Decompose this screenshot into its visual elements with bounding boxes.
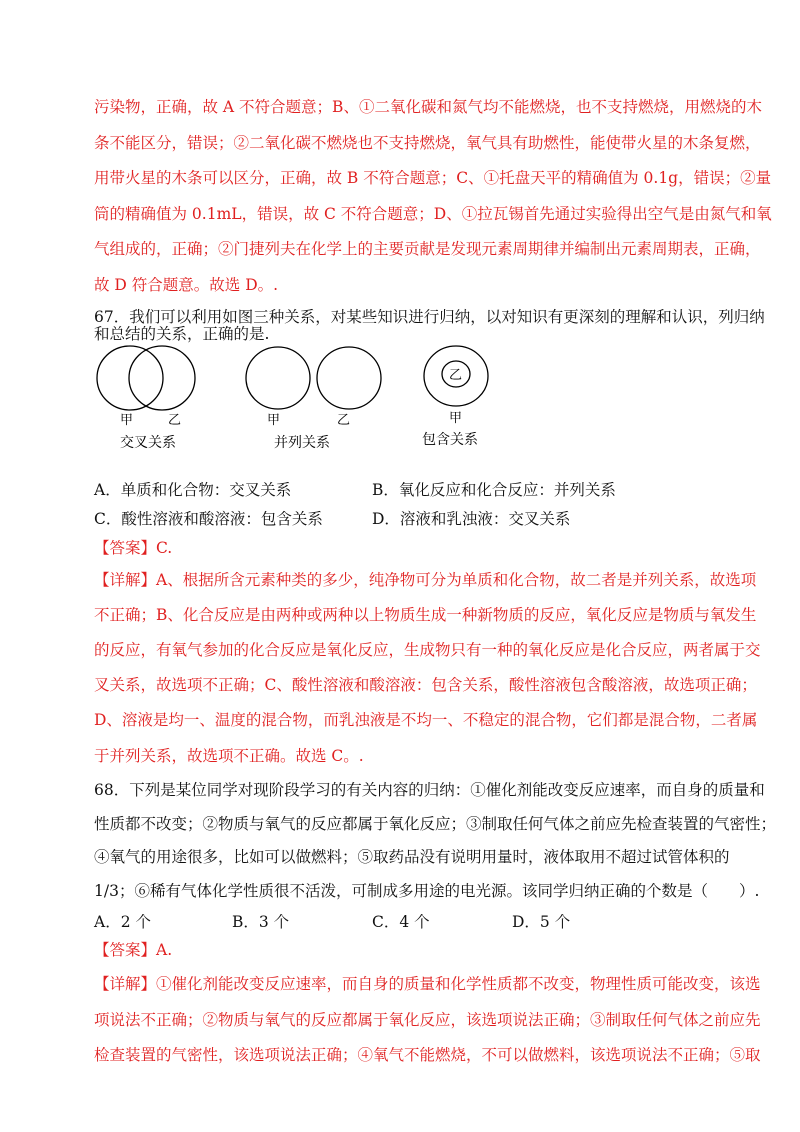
q68-answer: 【答案】A.: [94, 941, 173, 959]
prev-explanation-line: 气组成的，正确；②门捷列夫在化学上的主要贡献是发现元素周期律并编制出元素周期表，正确，: [94, 240, 761, 258]
contain-label-a: 甲: [449, 411, 463, 426]
q67-stem-line: 67．我们可以利用如图三种关系，对某些知识进行归纳，以对知识有更深刻的理解和认识，列归纳: [94, 308, 765, 326]
q68-stem-line: ④氧气的用途很多，比如可以做燃料；⑤取药品没有说明用量时，液体取用不超过试管体积的: [94, 848, 730, 866]
contain-inner-label: 乙: [449, 368, 463, 383]
prev-explanation-line: 筒的精确值为 0.1mL，错误，故 C 不符合题意；D、①拉瓦锡首先通过实验得出空气是由氮气和氧: [94, 205, 772, 223]
q67-option-c: C．酸性溶液和酸溶液：包含关系: [94, 510, 323, 528]
q67-option-b: B．氧化反应和化合反应：并列关系: [372, 481, 616, 499]
q68-stem-line: 68．下列是某位同学对现阶段学习的有关内容的归纳：①催化剂能改变反应速率，而自身的质量和: [94, 781, 765, 799]
q67-detail-line: 的反应，有氧气参加的化合反应是氧化反应，生成物只有一种的氧化反应是化合反应，两者属于交: [94, 641, 761, 659]
q68-detail-line: 【详解】①催化剂能改变反应速率，而自身的质量和化学性质都不改变，物理性质可能改变，该选: [94, 975, 761, 993]
q68-option-d: D．5 个: [512, 913, 571, 931]
prev-explanation-line: 故 D 符合题意。故选 D。.: [94, 276, 279, 294]
q67-detail-line: 叉关系，故选项不正确；C、酸性溶液和酸溶液：包含关系，酸性溶液包含酸溶液，故选项正确；: [94, 676, 757, 694]
parallel-label-a: 甲: [267, 413, 281, 428]
q67-option-a: A．单质和化合物：交叉关系: [94, 481, 292, 499]
intersect-caption: 交叉关系: [120, 435, 176, 451]
q67-detail-line: 于并列关系，故选项不正确。故选 C。.: [94, 747, 364, 765]
q68-detail-line: 项说法不正确；②物质与氧气的反应都属于氧化反应，该选项说法正确；③制取任何气体之前应先: [94, 1011, 761, 1029]
intersect-label-b: 乙: [168, 413, 182, 428]
q68-detail-line: 检查装置的气密性，该选项说法正确；④氧气不能燃烧，不可以做燃料，该选项说法不正确；⑤取: [94, 1046, 761, 1064]
contain-caption: 包含关系: [422, 432, 478, 448]
contain-diagram: [422, 346, 488, 448]
q67-detail-line: 不正确；B、化合反应是由两种或两种以上物质生成一种新物质的反应，氧化反应是物质与氧发生: [94, 606, 757, 624]
q67-stem-line: 和总结的关系，正确的是.: [94, 325, 270, 343]
parallel-diagram: [246, 347, 381, 451]
q67-detail-line: D、溶液是均一、温度的混合物，而乳浊液是不均一、不稳定的混合物，它们都是混合物，二者属: [94, 711, 758, 729]
q68-stem-line: 1/3；⑥稀有气体化学性质很不活泼，可制成多用途的电光源。该同学归纳正确的个数是（ ）.: [94, 882, 760, 900]
q68-option-b: B．3 个: [232, 913, 290, 931]
q68-stem-line: 性质都不改变；②物质与氧气的反应都属于氧化反应；③制取任何气体之前应先检查装置的气密性；: [94, 815, 777, 833]
q68-option-a: A．2 个: [94, 913, 151, 931]
prev-explanation-line: 污染物，正确，故 A 不符合题意；B、①二氧化碳和氮气均不能燃烧，也不支持燃烧，用燃烧的木: [94, 98, 762, 116]
q67-option-d: D．溶液和乳浊液：交叉关系: [372, 510, 571, 528]
parallel-label-b: 乙: [337, 413, 351, 428]
q67-detail-line: 【详解】A、根据所含元素种类的多少，纯净物可分为单质和化合物，故二者是并列关系，故选项: [94, 571, 757, 589]
q67-answer: 【答案】C.: [94, 539, 173, 557]
prev-explanation-line: 用带火星的木条可以区分，正确，故 B 不符合题意；C、①托盘天平的精确值为 0.1g，错误；②量: [94, 169, 772, 187]
intersect-diagram: [97, 346, 195, 451]
q68-option-c: C．4 个: [372, 913, 430, 931]
prev-explanation-line: 条不能区分，错误；②二氧化碳不燃烧也不支持燃烧，氧气具有助燃性，能使带火星的木条复燃，: [94, 134, 761, 152]
intersect-label-a: 甲: [120, 413, 134, 428]
parallel-caption: 并列关系: [274, 435, 330, 451]
relationship-diagram: [94, 340, 514, 460]
